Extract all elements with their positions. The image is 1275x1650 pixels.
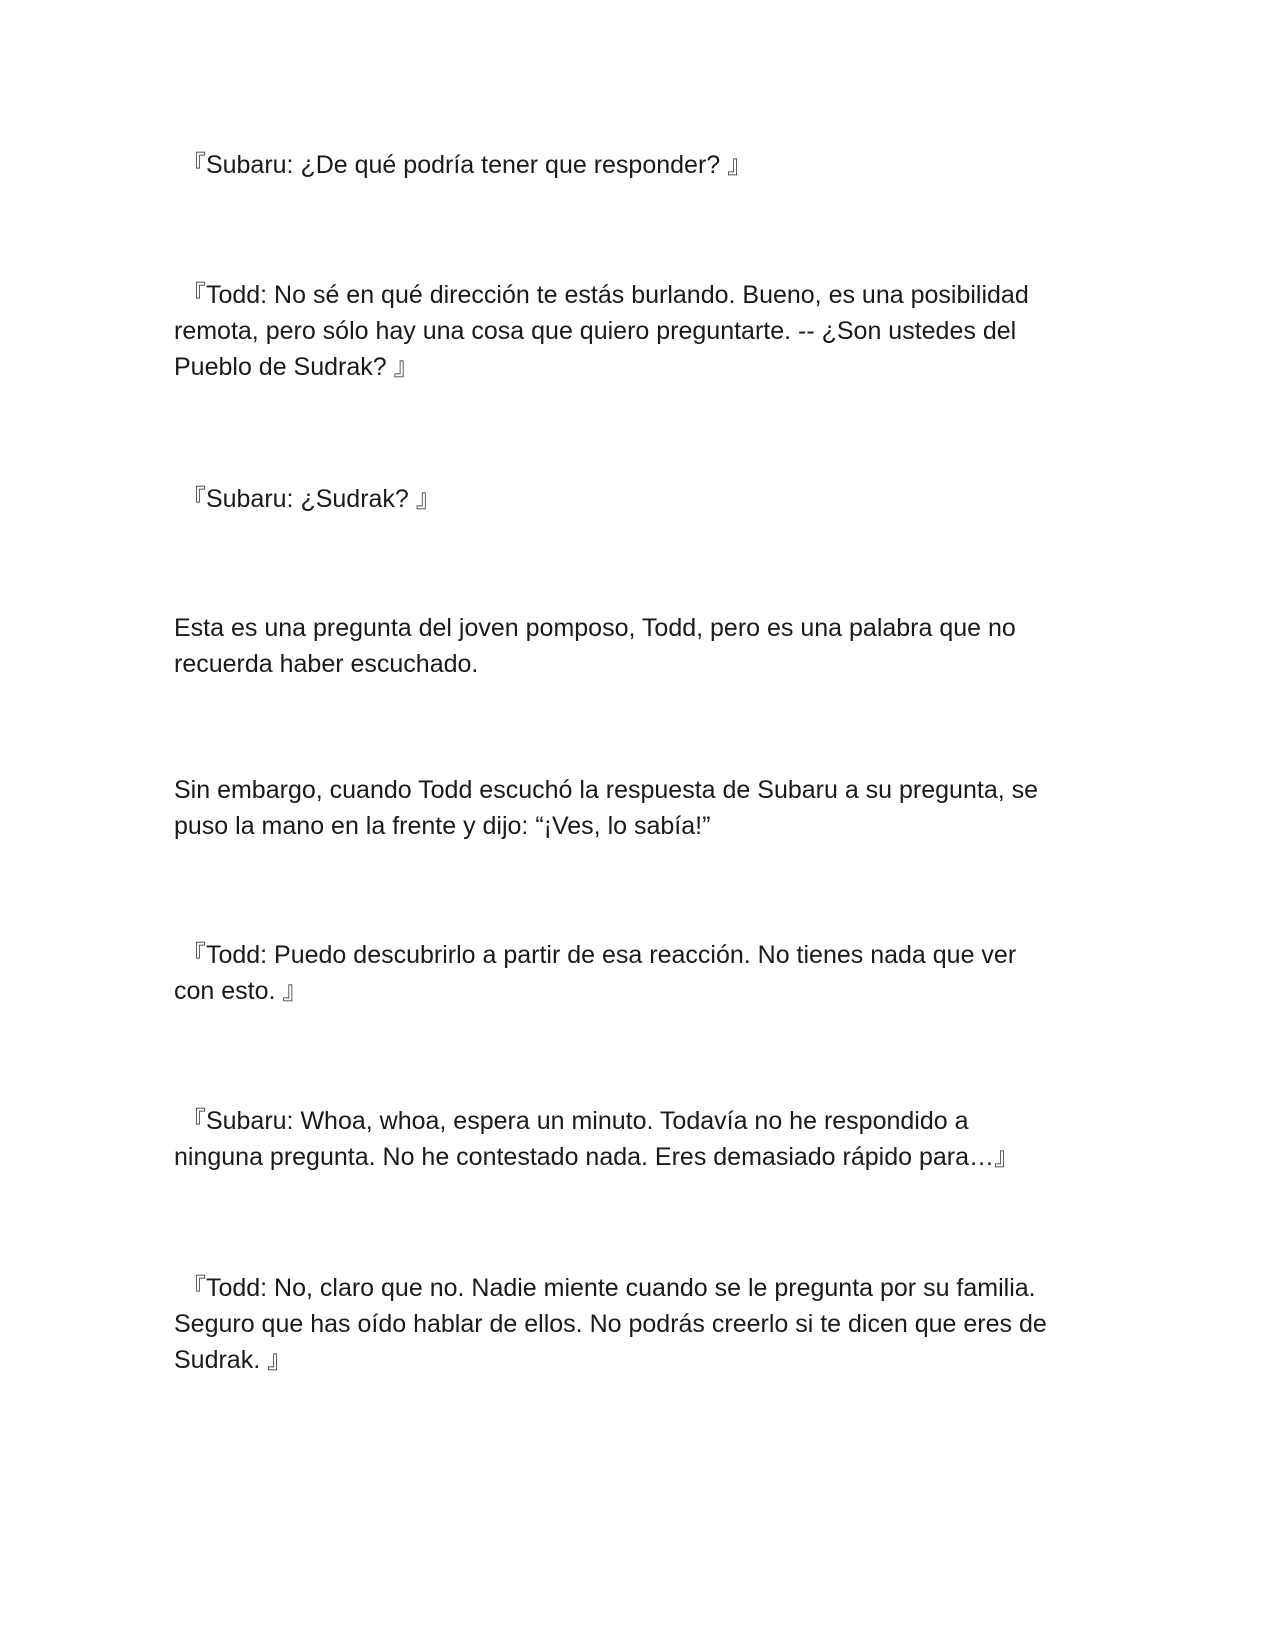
dialogue-paragraph: [174, 1103, 1094, 1175]
dialogue-paragraph: [174, 147, 1094, 183]
text-line: Seguro que has oído hablar de ellos. No podrás creerlo si te dicen que eres de: [174, 1310, 1047, 1338]
text-line: recuerda haber escuchado.: [174, 650, 479, 678]
dialogue-paragraph: [174, 481, 1094, 517]
dialogue-paragraph: [174, 937, 1094, 1009]
text-line: ninguna pregunta. No he contestado nada. Eres demasiado rápido para…』: [174, 1143, 1020, 1171]
narration-paragraph: [174, 772, 1094, 844]
text-line: 『Subaru: ¿De qué podría tener que responder? 』: [174, 151, 753, 179]
text-line: Sudrak. 』: [174, 1346, 293, 1374]
text-line: Pueblo de Sudrak? 』: [174, 353, 419, 381]
text-line: Esta es una pregunta del joven pomposo, Todd, pero es una palabra que no: [174, 614, 1016, 642]
narration-paragraph: [174, 610, 1094, 682]
text-line: Sin embargo, cuando Todd escuchó la respuesta de Subaru a su pregunta, se: [174, 776, 1039, 804]
text-line: 『Subaru: Whoa, whoa, espera un minuto. Todavía no he respondido a: [174, 1107, 969, 1135]
dialogue-paragraph: [174, 1270, 1094, 1378]
text-line: 『Todd: No sé en qué dirección te estás burlando. Bueno, es una posibilidad: [174, 281, 1029, 309]
dialogue-paragraph: [174, 277, 1094, 385]
text-line: con esto. 』: [174, 977, 308, 1005]
text-line: puso la mano en la frente y dijo: “¡Ves, lo sabía!”: [174, 812, 711, 840]
text-line: remota, pero sólo hay una cosa que quiero preguntarte. -- ¿Son ustedes del: [174, 317, 1017, 345]
text-line: 『Todd: Puedo descubrirlo a partir de esa reacción. No tienes nada que ver: [174, 941, 1017, 969]
text-line: 『Todd: No, claro que no. Nadie miente cuando se le pregunta por su familia.: [174, 1274, 1036, 1302]
text-line: 『Subaru: ¿Sudrak? 』: [174, 485, 441, 513]
